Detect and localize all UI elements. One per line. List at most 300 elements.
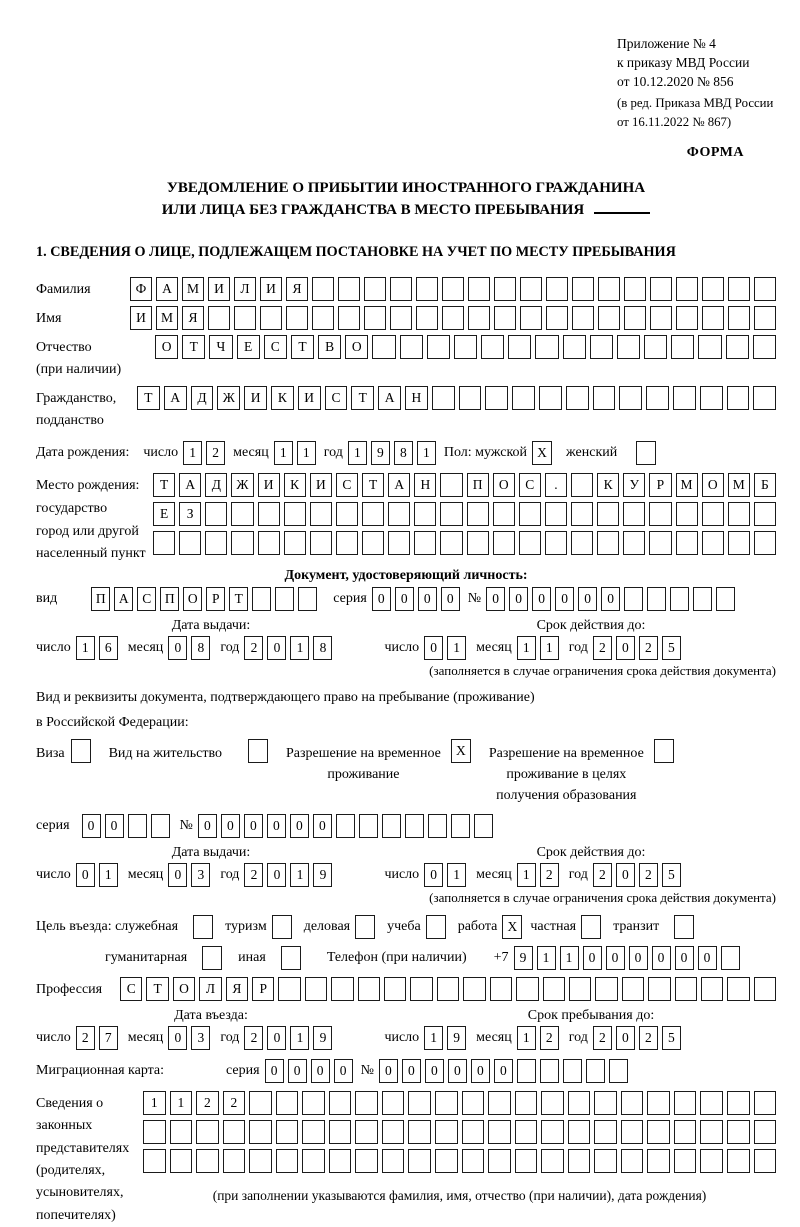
char-cell-filled: 0 bbox=[168, 863, 187, 887]
temp-residence-edu-label bbox=[489, 739, 644, 806]
char-cell-filled: М bbox=[156, 306, 178, 330]
char-cell-filled: Т bbox=[229, 587, 248, 611]
char-cell-filled: 0 bbox=[532, 587, 551, 611]
identity-issue-month bbox=[168, 636, 210, 660]
char-cell-empty bbox=[520, 306, 542, 330]
birth-place-cells-row3 bbox=[153, 531, 776, 555]
char-cell-empty bbox=[362, 502, 384, 526]
char-cell-filled: 0 bbox=[494, 1059, 513, 1083]
phone-prefix: +7 bbox=[493, 949, 509, 965]
identity-valid-month bbox=[517, 636, 559, 660]
char-cell-filled: О bbox=[702, 473, 724, 497]
char-cell-filled: 0 bbox=[583, 946, 602, 970]
day-label: число bbox=[384, 639, 420, 655]
legal-representatives-block bbox=[36, 1091, 776, 1227]
char-cell-empty bbox=[728, 531, 750, 555]
char-cell-empty bbox=[336, 814, 355, 838]
day-label: число bbox=[36, 866, 71, 882]
name-label: Имя bbox=[36, 310, 62, 326]
char-cell-empty bbox=[754, 277, 776, 301]
char-cell-empty bbox=[414, 531, 436, 555]
char-cell-empty bbox=[468, 306, 490, 330]
residence-valid-year bbox=[593, 863, 681, 887]
birth-year-cells bbox=[348, 441, 436, 465]
char-cell-empty bbox=[545, 531, 567, 555]
char-cell-empty bbox=[437, 977, 459, 1001]
char-cell-empty bbox=[196, 1120, 219, 1144]
char-cell-empty bbox=[572, 277, 594, 301]
char-cell-empty bbox=[644, 335, 667, 359]
char-cell-filled: 2 bbox=[244, 863, 263, 887]
char-cell-filled: 1 bbox=[99, 863, 118, 887]
char-cell-filled: Д bbox=[205, 473, 227, 497]
char-cell-empty bbox=[569, 977, 591, 1001]
residence-permit-label: Вид на жительство bbox=[108, 745, 222, 761]
char-cell-empty bbox=[454, 335, 477, 359]
char-cell-empty bbox=[566, 386, 589, 410]
char-cell-empty bbox=[649, 502, 671, 526]
char-cell-empty bbox=[252, 587, 271, 611]
char-cell-filled: К bbox=[597, 473, 619, 497]
char-cell-empty bbox=[364, 306, 386, 330]
birth-date-label: Дата рождения: bbox=[36, 445, 130, 461]
temp-residence-label bbox=[286, 739, 441, 785]
char-cell-empty bbox=[442, 306, 464, 330]
char-cell-filled: 9 bbox=[371, 441, 390, 465]
char-cell-empty bbox=[676, 277, 698, 301]
char-cell-filled: 5 bbox=[662, 1026, 681, 1050]
legal-cells-row3 bbox=[143, 1149, 776, 1173]
char-cell-empty bbox=[701, 977, 723, 1001]
char-cell-empty bbox=[676, 502, 698, 526]
char-cell-empty bbox=[362, 531, 384, 555]
char-cell-filled: П bbox=[91, 587, 110, 611]
char-cell-empty bbox=[128, 814, 147, 838]
char-cell-filled: М bbox=[728, 473, 750, 497]
sex-female-label: женский bbox=[566, 445, 618, 461]
checkbox-visa bbox=[71, 739, 91, 763]
char-cell-empty bbox=[702, 306, 724, 330]
char-cell-filled: Ч bbox=[209, 335, 232, 359]
char-cell-empty bbox=[143, 1120, 166, 1144]
char-cell-empty bbox=[329, 1149, 352, 1173]
char-cell-empty bbox=[428, 814, 447, 838]
residence-valid-day bbox=[424, 863, 466, 887]
char-cell-empty bbox=[467, 502, 489, 526]
month-label: месяц bbox=[127, 866, 164, 882]
char-cell-filled: Ф bbox=[130, 277, 152, 301]
residence-series-label: серия bbox=[36, 817, 70, 833]
char-cell-filled: 0 bbox=[311, 1059, 330, 1083]
char-cell-empty bbox=[727, 1091, 750, 1115]
char-cell-filled: 1 bbox=[274, 441, 293, 465]
year-label: год bbox=[220, 1029, 240, 1045]
year-label: год bbox=[568, 639, 588, 655]
char-cell-empty bbox=[728, 306, 750, 330]
char-cell-filled: Т bbox=[153, 473, 175, 497]
char-cell-empty bbox=[647, 1120, 670, 1144]
char-cell-filled: 1 bbox=[517, 1026, 536, 1050]
residence-valid-until-label: Срок действия до: bbox=[536, 844, 646, 860]
char-cell-filled: 1 bbox=[517, 636, 536, 660]
entry-year-cells bbox=[244, 1026, 332, 1050]
char-cell-empty bbox=[571, 473, 593, 497]
patronymic-cells bbox=[155, 335, 776, 359]
identity-date-headers bbox=[36, 618, 776, 634]
birth-place-label-2: государство bbox=[36, 500, 108, 516]
char-cell-filled: М bbox=[182, 277, 204, 301]
char-cell-filled: А bbox=[378, 386, 401, 410]
char-cell-empty bbox=[546, 306, 568, 330]
temp-residence-edu-line2: проживание в целях bbox=[506, 766, 627, 782]
char-cell-filled: 0 bbox=[265, 1059, 284, 1083]
char-cell-empty bbox=[700, 1120, 723, 1144]
char-cell-filled: 0 bbox=[267, 636, 286, 660]
char-cell-empty bbox=[258, 531, 280, 555]
char-cell-empty bbox=[442, 277, 464, 301]
char-cell-empty bbox=[488, 1091, 511, 1115]
residence-doc-checkboxes bbox=[36, 739, 776, 806]
char-cell-empty bbox=[474, 814, 493, 838]
char-cell-empty bbox=[646, 386, 669, 410]
residence-date-headers bbox=[36, 845, 776, 861]
char-cell-filled: 1 bbox=[424, 1026, 443, 1050]
char-cell-empty bbox=[208, 306, 230, 330]
char-cell-empty bbox=[539, 386, 562, 410]
char-cell-empty bbox=[481, 335, 504, 359]
char-cell-empty bbox=[179, 531, 201, 555]
residence-number-cells bbox=[198, 814, 493, 838]
char-cell-empty bbox=[594, 1149, 617, 1173]
char-cell-empty bbox=[151, 814, 170, 838]
char-cell-empty bbox=[223, 1149, 246, 1173]
header-reference bbox=[617, 34, 776, 131]
month-label: месяц bbox=[127, 639, 164, 655]
char-cell-filled: М bbox=[676, 473, 698, 497]
char-cell-empty bbox=[753, 335, 776, 359]
char-cell-empty bbox=[382, 1091, 405, 1115]
char-cell-filled: А bbox=[114, 587, 133, 611]
char-cell-empty bbox=[276, 1091, 299, 1115]
char-cell-filled: 9 bbox=[313, 863, 332, 887]
char-cell-empty bbox=[726, 335, 749, 359]
char-cell-filled: 1 bbox=[290, 863, 309, 887]
char-cell-empty bbox=[432, 386, 455, 410]
char-cell-empty bbox=[276, 1149, 299, 1173]
char-cell-empty bbox=[540, 1059, 559, 1083]
char-cell-empty bbox=[698, 335, 721, 359]
char-cell-filled: 2 bbox=[223, 1091, 246, 1115]
birth-place-label-1: Место рождения: bbox=[36, 478, 140, 494]
legal-note: (при заполнении указываются фамилия, имя, отчество (при наличии), дата рождения) bbox=[212, 1187, 707, 1203]
char-cell-filled: 0 bbox=[290, 814, 309, 838]
temp-residence-edu-line1: Разрешение на временное bbox=[488, 745, 644, 761]
char-cell-filled: 2 bbox=[639, 636, 658, 660]
char-cell-empty bbox=[571, 502, 593, 526]
char-cell-filled: 0 bbox=[698, 946, 717, 970]
identity-number-label: № bbox=[467, 590, 482, 606]
char-cell-filled: 1 bbox=[76, 636, 95, 660]
char-cell-empty bbox=[494, 306, 516, 330]
char-cell-filled: 0 bbox=[578, 587, 597, 611]
char-cell-empty bbox=[310, 502, 332, 526]
char-cell-empty bbox=[302, 1120, 325, 1144]
char-cell-empty bbox=[754, 531, 776, 555]
checkbox-other bbox=[281, 946, 301, 970]
char-cell-filled: И bbox=[208, 277, 230, 301]
identity-issue-day bbox=[76, 636, 118, 660]
char-cell-empty bbox=[143, 1149, 166, 1173]
residence-series-row bbox=[36, 814, 776, 838]
char-cell-empty bbox=[336, 502, 358, 526]
char-cell-empty bbox=[648, 977, 670, 1001]
char-cell-empty bbox=[408, 1091, 431, 1115]
year-label: год bbox=[220, 866, 240, 882]
char-cell-filled: Е bbox=[153, 502, 175, 526]
char-cell-empty bbox=[249, 1091, 272, 1115]
month-label: месяц bbox=[476, 639, 512, 655]
identity-issue-year bbox=[244, 636, 332, 660]
day-label: число bbox=[36, 1029, 71, 1045]
char-cell-empty bbox=[647, 1149, 670, 1173]
char-cell-empty bbox=[463, 977, 485, 1001]
char-cell-filled: 1 bbox=[348, 441, 367, 465]
char-cell-filled: 0 bbox=[616, 636, 635, 660]
char-cell-filled: 9 bbox=[514, 946, 533, 970]
char-cell-filled: А bbox=[388, 473, 410, 497]
char-cell-empty bbox=[435, 1120, 458, 1144]
section1-heading: 1. СВЕДЕНИЯ О ЛИЦЕ, ПОДЛЕЖАЩЕМ ПОСТАНОВКЕ НА УЧЕТ ПО МЕСТУ ПРЕБЫВАНИЯ bbox=[36, 243, 676, 260]
char-cell-filled: 1 bbox=[297, 441, 316, 465]
char-cell-empty bbox=[700, 1149, 723, 1173]
char-cell-filled: 2 bbox=[593, 863, 612, 887]
char-cell-filled: 2 bbox=[196, 1091, 219, 1115]
char-cell-empty bbox=[390, 306, 412, 330]
char-cell-empty bbox=[727, 977, 749, 1001]
entry-date-headers bbox=[36, 1008, 776, 1024]
residence-issue-month bbox=[168, 863, 210, 887]
char-cell-empty bbox=[382, 1120, 405, 1144]
char-cell-empty bbox=[593, 386, 616, 410]
identity-doc-heading: Документ, удостоверяющий личность: bbox=[284, 567, 528, 583]
char-cell-empty bbox=[278, 977, 300, 1001]
char-cell-empty bbox=[623, 502, 645, 526]
char-cell-empty bbox=[435, 1091, 458, 1115]
char-cell-empty bbox=[623, 531, 645, 555]
char-cell-empty bbox=[519, 531, 541, 555]
business-label: деловая bbox=[303, 918, 351, 934]
char-cell-empty bbox=[358, 977, 380, 1001]
residence-valid-note: (заполняется в случае ограничения срока действия документа) bbox=[429, 889, 776, 905]
entry-date-label: Дата въезда: bbox=[174, 1007, 248, 1023]
char-cell-filled: 0 bbox=[267, 1026, 286, 1050]
char-cell-filled: . bbox=[545, 473, 567, 497]
humanitarian-phone-row bbox=[105, 946, 776, 970]
char-cell-filled: О bbox=[173, 977, 195, 1001]
char-cell-empty bbox=[196, 1149, 219, 1173]
work-label: работа bbox=[457, 918, 498, 934]
char-cell-filled: С bbox=[137, 587, 156, 611]
name-cells bbox=[130, 306, 776, 330]
humanitarian-label: гуманитарная bbox=[105, 949, 188, 965]
char-cell-empty bbox=[598, 306, 620, 330]
char-cell-filled: 0 bbox=[395, 587, 414, 611]
residence-issue-date-label: Дата выдачи: bbox=[171, 844, 251, 860]
char-cell-filled: И bbox=[260, 277, 282, 301]
char-cell-filled: Ж bbox=[231, 473, 253, 497]
char-cell-empty bbox=[329, 1120, 352, 1144]
char-cell-filled: 1 bbox=[290, 1026, 309, 1050]
char-cell-filled: 5 bbox=[662, 863, 681, 887]
char-cell-empty bbox=[260, 306, 282, 330]
title-blank-line bbox=[594, 200, 650, 214]
char-cell-filled: 0 bbox=[402, 1059, 421, 1083]
char-cell-empty bbox=[462, 1149, 485, 1173]
entry-month-cells bbox=[168, 1026, 210, 1050]
checkbox-official bbox=[193, 915, 213, 939]
char-cell-filled: 1 bbox=[447, 636, 466, 660]
char-cell-empty bbox=[676, 531, 698, 555]
char-cell-filled: 0 bbox=[198, 814, 217, 838]
char-cell-empty bbox=[700, 386, 723, 410]
char-cell-empty bbox=[382, 1149, 405, 1173]
char-cell-filled: З bbox=[179, 502, 201, 526]
legal-label-2: законных bbox=[36, 1118, 93, 1134]
char-cell-filled: Т bbox=[137, 386, 160, 410]
transit-label: транзит bbox=[613, 918, 660, 934]
char-cell-empty bbox=[543, 977, 565, 1001]
char-cell-filled: В bbox=[318, 335, 341, 359]
char-cell-empty bbox=[276, 1120, 299, 1144]
char-cell-filled: 0 bbox=[288, 1059, 307, 1083]
char-cell-empty bbox=[400, 335, 423, 359]
doc-type-cells bbox=[91, 587, 317, 611]
char-cell-empty bbox=[650, 306, 672, 330]
char-cell-filled: 6 bbox=[99, 636, 118, 660]
legal-label-3: представителях bbox=[36, 1140, 130, 1156]
char-cell-empty bbox=[624, 587, 643, 611]
char-cell-empty bbox=[597, 502, 619, 526]
header-line-2: к приказу МВД России bbox=[617, 55, 750, 71]
char-cell-filled: 0 bbox=[448, 1059, 467, 1083]
char-cell-empty bbox=[624, 306, 646, 330]
char-cell-empty bbox=[416, 306, 438, 330]
sex-male-label: Пол: мужской bbox=[443, 445, 528, 461]
header-line-1: Приложение № 4 bbox=[617, 36, 716, 51]
birth-place-label-4: населенный пункт bbox=[36, 546, 146, 562]
char-cell-filled: 2 bbox=[593, 636, 612, 660]
checkbox-study bbox=[426, 915, 446, 939]
header-line-3: от 10.12.2020 № 856 bbox=[617, 74, 734, 90]
char-cell-filled: Н bbox=[405, 386, 428, 410]
char-cell-filled: И bbox=[310, 473, 332, 497]
char-cell-filled: 2 bbox=[540, 863, 559, 887]
patronymic-row bbox=[36, 335, 776, 381]
char-cell-filled: 0 bbox=[76, 863, 95, 887]
char-cell-filled: Н bbox=[414, 473, 436, 497]
char-cell-filled: 5 bbox=[662, 636, 681, 660]
form-title bbox=[36, 177, 776, 222]
surname-label: Фамилия bbox=[36, 281, 91, 297]
char-cell-empty bbox=[675, 977, 697, 1001]
char-cell-empty bbox=[572, 306, 594, 330]
char-cell-filled: 0 bbox=[221, 814, 240, 838]
char-cell-empty bbox=[286, 306, 308, 330]
char-cell-filled: 0 bbox=[652, 946, 671, 970]
identity-valid-note: (заполняется в случае ограничения срока действия документа) bbox=[429, 662, 776, 678]
char-cell-empty bbox=[508, 335, 531, 359]
char-cell-empty bbox=[595, 977, 617, 1001]
char-cell-filled: 0 bbox=[105, 814, 124, 838]
checkbox-private bbox=[581, 915, 601, 939]
char-cell-filled: П bbox=[467, 473, 489, 497]
char-cell-filled: А bbox=[156, 277, 178, 301]
char-cell-filled: Р bbox=[252, 977, 274, 1001]
char-cell-empty bbox=[590, 335, 613, 359]
char-cell-empty bbox=[621, 1149, 644, 1173]
char-cell-filled: 0 bbox=[334, 1059, 353, 1083]
residence-valid-month bbox=[517, 863, 559, 887]
month-label: месяц bbox=[476, 866, 512, 882]
char-cell-empty bbox=[754, 1149, 777, 1173]
char-cell-empty bbox=[754, 502, 776, 526]
char-cell-empty bbox=[594, 1120, 617, 1144]
char-cell-empty bbox=[388, 502, 410, 526]
identity-valid-until-label: Срок действия до: bbox=[536, 617, 646, 633]
temp-residence-label-line1: Разрешение на временное bbox=[285, 745, 441, 761]
char-cell-filled: 0 bbox=[471, 1059, 490, 1083]
char-cell-filled: 1 bbox=[183, 441, 202, 465]
citizenship-row bbox=[36, 386, 776, 432]
char-cell-filled: 9 bbox=[313, 1026, 332, 1050]
char-cell-empty bbox=[754, 977, 776, 1001]
char-cell-filled: С bbox=[264, 335, 287, 359]
char-cell-empty bbox=[493, 502, 515, 526]
migration-series-cells bbox=[265, 1059, 353, 1083]
char-cell-filled: Д bbox=[191, 386, 214, 410]
char-cell-empty bbox=[359, 814, 378, 838]
char-cell-filled: 2 bbox=[206, 441, 225, 465]
month-label: месяц bbox=[476, 1029, 512, 1045]
char-cell-empty bbox=[568, 1091, 591, 1115]
char-cell-filled: О bbox=[155, 335, 178, 359]
char-cell-filled: О bbox=[493, 473, 515, 497]
identity-valid-year bbox=[593, 636, 681, 660]
char-cell-empty bbox=[410, 977, 432, 1001]
char-cell-empty bbox=[440, 531, 462, 555]
char-cell-empty bbox=[515, 1091, 538, 1115]
checkbox-temp-residence: X bbox=[451, 739, 471, 763]
char-cell-filled: К bbox=[271, 386, 294, 410]
char-cell-empty bbox=[284, 502, 306, 526]
char-cell-empty bbox=[462, 1120, 485, 1144]
entry-dates-row bbox=[36, 1026, 776, 1050]
char-cell-filled: 3 bbox=[191, 1026, 210, 1050]
char-cell-empty bbox=[670, 587, 689, 611]
char-cell-filled: 1 bbox=[417, 441, 436, 465]
char-cell-filled: 2 bbox=[244, 636, 263, 660]
char-cell-empty bbox=[586, 1059, 605, 1083]
char-cell-filled: К bbox=[284, 473, 306, 497]
stay-day-cells bbox=[424, 1026, 466, 1050]
char-cell-empty bbox=[249, 1149, 272, 1173]
private-label: частная bbox=[530, 918, 577, 934]
char-cell-filled: 8 bbox=[191, 636, 210, 660]
char-cell-empty bbox=[563, 335, 586, 359]
char-cell-filled: И bbox=[258, 473, 280, 497]
char-cell-empty bbox=[728, 277, 750, 301]
char-cell-filled: 1 bbox=[560, 946, 579, 970]
